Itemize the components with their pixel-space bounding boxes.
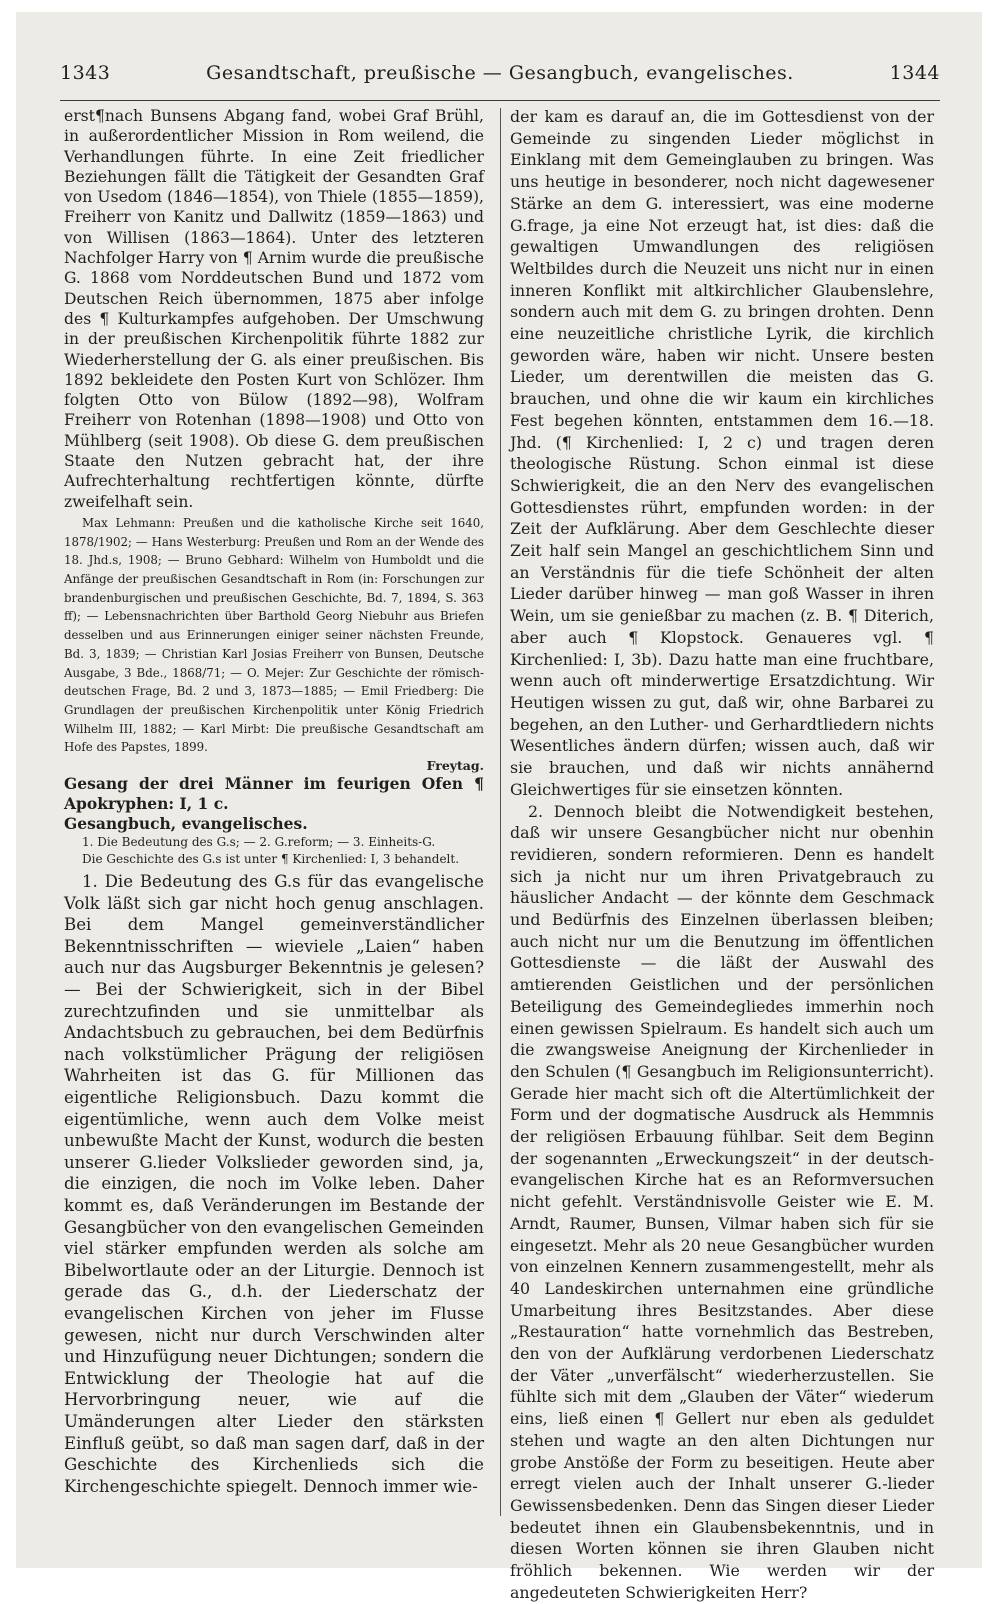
section-1-text: 1. Die Bedeutung des G.s für das evangelische Volk läßt sich gar nicht hoch genug anschlagen. Bei dem Mangel gemeinverständlicher Bekenntnisschriften — wieviele „Laien“ haben auch nur das Augsburger Bekenntnis je gelesen? — Bei der Schwierigkeit, sich in der Bibel zurechtzufinden und sie unmittelbar als Andachtsbuch zu gebrauchen, bei dem Bedürfnis nach volkstümlicher Prägung der religiösen Wahrheiten ist das G. für Millionen das eigentliche Religionsbuch. Dazu kommt die eigentümliche, wenn auch dem Volke meist unbewußte Macht der Kunst, wodurch die besten unserer G.lieder Volkslieder geworden sind, ja, die einzigen, die noch im Volke leben. Daher kommt es, daß Veränderungen im Bestande der Gesangbücher von den evangelischen Gemeinden viel stärker empfunden werden als solche am Bibelwortlaute oder an der Liturgie. Dennoch ist gerade das G., d.h. der Liederschatz der evangelischen Kirchen von jeher im Flusse gewesen, nicht nur durch Verschwinden alter und Hinzufügung neuer Dichtungen; sondern die Entwicklung der Theologie hat auf die Hervorbringung neuer, wie auf die Umänderungen alter Lieder den stärksten Einfluß geübt, so daß man sagen darf, daß in der Geschichte des Kirchenlieds sich die Kirchengeschichte spiegelt. Dennoch immer wie-	[64, 872, 484, 1496]
entry-heading-gesang: Gesang der drei Männer im feurigen Ofen ¶ Apokryphen: I, 1 c.	[64, 774, 484, 814]
history-note: Die Geschichte des G.s ist unter ¶ Kirchenlied: I, 3 behandelt.	[82, 852, 460, 867]
section-2-text: 2. Dennoch bleibt die Notwendigkeit bestehen, daß wir unsere Gesangbücher nicht nur obenhin revidieren, sondern reformieren. Denn es handelt sich ja nicht nur um ihren Privatgebrauch zu häuslicher Andacht — der könnte dem Geschmack und Bedürfnis des Einzelnen überlassen bleiben; auch nicht nur um die Benutzung im öffentlichen Gottesdienste — die läßt der Auswahl des amtierenden Geistlichen und der persönlichen Beteiligung des Gemeindegliedes immerhin noch einen gewissen Spielraum. Es handelt sich auch um die zwangsweise Aneignung der Kirchenlieder in den Schulen (¶ Gesangbuch im Religionsunterricht). Gerade hier macht sich oft die Altertümlichkeit der Form und der dogmatische Ausdruck als Hemmnis der religiösen Erbauung fühlbar. Seit dem Beginn der sogenannten „Erweckungszeit“ in der deutsch-evangelischen Kirche hat es an Reformversuchen nicht gefehlt. Verständnisvolle Geister wie E. M. Arndt, Raumer, Bunsen, Vilmar haben sich für sie eingesetzt. Mehr als 20 neue Gesangbücher wurden von einzelnen Kennern zusammengestellt, mehr als 40 Landeskirchen unternahmen eine gründliche Umarbeitung ihres Besitzstandes. Aber diese „Restauration“ hatte vornehmlich das Bestreben, den von der Aufklärung verdorbenen Liederschatz der Väter „unverfälscht“ wiederherzustellen. Sie fühlte sich mit dem „Glauben der Väter“ wiederum eins, ließ einen ¶ Gellert nur eben als geduldet stehen und wagte an den alten Dichtungen nur grobe Anstöße der Form zu beseitigen. Heute aber erregt vielen auch der Inhalt unserer G.-lieder Gewissensbedenken. Denn das Singen dieser Lieder bedeutet ihnen ein Glaubensbekenntnis, und in diesen Worten können sie ihren Glauben nicht fröhlich bekennen. Wie werden wir der angedeuteten Schwierigkeiten Herr?	[510, 801, 934, 1602]
page-number-right: 1344	[889, 62, 940, 84]
column-divider	[500, 108, 501, 1516]
left-column	[64, 106, 484, 1522]
author-signature: Freytag.	[426, 758, 484, 774]
right-paragraph-1: der kam es darauf an, die im Gottesdienst von der Gemeinde zu singenden Lieder möglichst in Einklang mit dem Gemeinglauben zu bringen. Was uns heutige in besonderer, noch nicht dagewesener Stärke an dem G. interessiert, was eine moderne G.frage, ja eine Not erzeugt hat, ist dies: daß die gewaltigen Umwandlungen des religiösen Weltbildes durch die Neuzeit uns nicht nur in einen inneren Konflikt mit altkirchlicher Glaubenslehre, sondern auch mit dem G. zu bringen drohten. Denn eine neuzeitliche christliche Lyrik, die kirchlich geworden wäre, haben wir nicht. Unsere besten Lieder, um derentwillen die meisten das G. brauchen, und ohne die wir kaum ein kirchliches Fest begehen könnten, entstammen dem 16.—18. Jhd. (¶ Kirchenlied: I, 2 c) und tragen deren theologische Rüstung. Schon einmal ist diese Schwierigkeit, die an den Nerv des evangelischen Gottesdienstes rührt, empfunden worden: in der Zeit der Aufklärung. Aber dem Geschlechte dieser Zeit half sein Mangel an geschichtlichem Sinn und an Verständnis für die tiefe Schönheit der alten Lieder darüber hinweg — man goß Wasser in ihren Wein, um sie genießbar zu machen (z. B. ¶ Diterich, aber auch ¶ Klopstock. Genaueres vgl. ¶ Kirchenlied: I, 3b). Dazu hatte man eine fruchtbare, wenn auch oft minderwertige Ersatzdichtung. Wir Heutigen wissen zu gut, daß wir, ohne Barbarei zu begehen, an den Luther- und Gerhardtliedern nichts Wesentliches ändern dürfen; wissen auch, daß wir sie brauchen, und daß wir nichts annähernd Gleichwertiges für sie einsetzen könnten.	[510, 107, 934, 799]
entry-heading-gesangbuch: Gesangbuch, evangelisches.	[64, 814, 308, 834]
right-column	[510, 106, 934, 1602]
bibliography: Max Lehmann: Preußen und die katholische Kirche seit 1640, 1878/1902; — Hans Westerburg: Preußen und Rom an der Wende des 18. Jhd.s, 1908; — Bruno Gebhard: Wilhelm von Humboldt und die Anfänge der preußischen Gesandtschaft in Rom (in: Forschungen zur brandenburgischen und preußischen Geschichte, Bd. 7, 1894, S. 363 ff); — Lebensnachrichten über Barthold Georg Niebuhr aus Briefen desselben und aus Erinnerungen einiger seiner nächsten Freunde, Bd. 3, 1839; — Christian Karl Josias Freiherr von Bunsen, Deutsche Ausgabe, 3 Bde., 1868/71; — O. Mejer: Zur Geschichte der römisch-deutschen Frage, Bd. 2 und 3, 1873—1885; — Emil Friedberg: Die Grundlagen der preußischen Kirchenpolitik unter König Friedrich Wilhelm III, 1882; — Karl Mirbt: Die preußische Gesandtschaft am Hofe des Papstes, 1899.	[64, 515, 484, 755]
scanned-page	[16, 12, 982, 1602]
page-header	[60, 62, 940, 96]
header-rule	[60, 100, 940, 101]
page-number-left: 1343	[60, 62, 111, 84]
running-title: Gesandtschaft, preußische — Gesangbuch, evangelisches.	[206, 62, 794, 84]
left-paragraph-1: erst¶nach Bunsens Abgang fand, wobei Graf Brühl, in außerordentlicher Mission in Rom weilend, die Verhandlungen führte. In eine Zeit friedlicher Beziehungen fällt die Tätigkeit der Gesandten Graf von Usedom (1846—1854), von Thiele (1855—1859), Freiherr von Kanitz und Dallwitz (1859—1863) und von Willisen (1863—1864). Unter des letzteren Nachfolger Harry von ¶ Arnim wurde die preußische G. 1868 vom Norddeutschen Bund und 1872 vom Deutschen Reich übernommen, 1875 aber infolge des ¶ Kulturkampfes aufgehoben. Der Umschwung in der preußischen Kirchenpolitik führte 1882 zur Wiederherstellung der G. als einer preußischen. Bis 1892 bekleidete den Posten Kurt von Schlözer. Ihm folgten Otto von Bülow (1892—98), Wolfram Freiherr von Rotenhan (1898—1908) und Otto von Mühlberg (seit 1908). Ob diese G. dem preußischen Staate den Nutzen gebracht hat, der ihre Aufrechterhaltung rechtfertigen könnte, dürfte zweifelhaft sein.	[64, 107, 484, 511]
table-of-contents: 1. Die Bedeutung des G.s; — 2. G.reform; — 3. Einheits-G.	[82, 835, 436, 850]
